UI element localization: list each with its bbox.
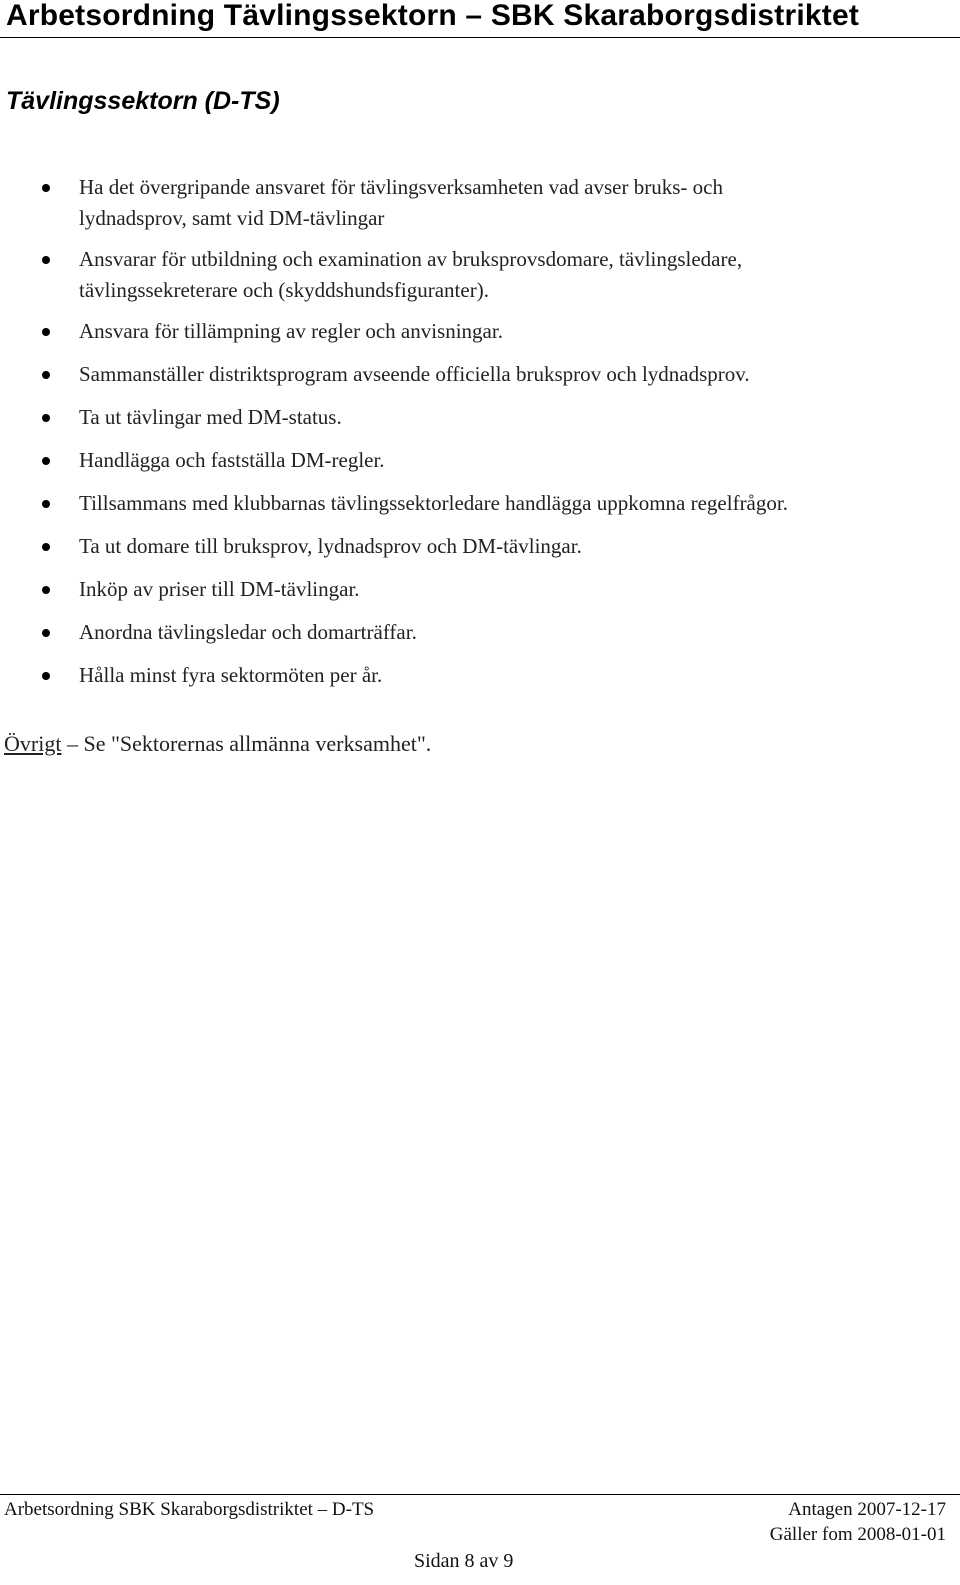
list-item-text: Anordna tävlingsledar och domarträffar.: [79, 620, 417, 644]
bullet-icon: [42, 371, 50, 379]
list-item-text: Hålla minst fyra sektormöten per år.: [79, 663, 383, 687]
list-item-text: Ta ut tävlingar med DM-status.: [79, 405, 342, 429]
other-note: [4, 728, 431, 760]
bullet-icon: [42, 500, 50, 508]
bullet-icon: [42, 629, 50, 637]
list-item-text: Ha det övergripande ansvaret för tävlingsverksamheten vad avser bruks- och lydnadsprov, samt vid DM-tävlingar: [79, 175, 723, 230]
bullet-icon: [42, 586, 50, 594]
bullet-icon: [42, 328, 50, 336]
page-header: [0, 0, 960, 38]
footer-adopted-date: Antagen 2007-12-17: [788, 1499, 946, 1520]
page-footer: [0, 1494, 960, 1585]
other-text: – Se "Sektorernas allmänna verksamhet".: [61, 731, 432, 756]
list-item-text: Ta ut domare till bruksprov, lydnadsprov och DM-tävlingar.: [79, 534, 582, 558]
bullet-icon: [42, 414, 50, 422]
list-item-text: Sammanställer distriktsprogram avseende officiella bruksprov och lydnadsprov.: [79, 362, 750, 386]
bullet-icon: [42, 184, 50, 192]
bullet-icon: [42, 672, 50, 680]
list-item-text: Ansvara för tillämpning av regler och anvisningar.: [79, 319, 503, 343]
section-heading: Tävlingssektorn (D-TS): [6, 87, 280, 115]
list-item-text: Ansvarar för utbildning och examination av bruksprovsdomare, tävlingsledare, tävlingssekreterare och (skyddshundsfiguranter).: [79, 247, 743, 302]
footer-valid-from: Gäller fom 2008-01-01: [769, 1524, 946, 1545]
list-item-text: Tillsammans med klubbarnas tävlingssektorledare handlägga uppkomna regelfrågor.: [79, 491, 788, 515]
document-title: Arbetsordning Tävlingssektorn – SBK Skaraborgsdistriktet: [6, 0, 860, 32]
bullet-icon: [42, 256, 50, 264]
bullet-icon: [42, 543, 50, 551]
footer-document-name: Arbetsordning SBK Skaraborgsdistriktet – D-TS: [4, 1499, 375, 1520]
other-label: Övrigt: [4, 731, 62, 756]
list-item-text: Handlägga och fastställa DM-regler.: [79, 448, 385, 472]
bullet-icon: [42, 457, 50, 465]
page-number: Sidan 8 av 9: [414, 1550, 514, 1572]
list-item-text: Inköp av priser till DM-tävlingar.: [79, 577, 360, 601]
